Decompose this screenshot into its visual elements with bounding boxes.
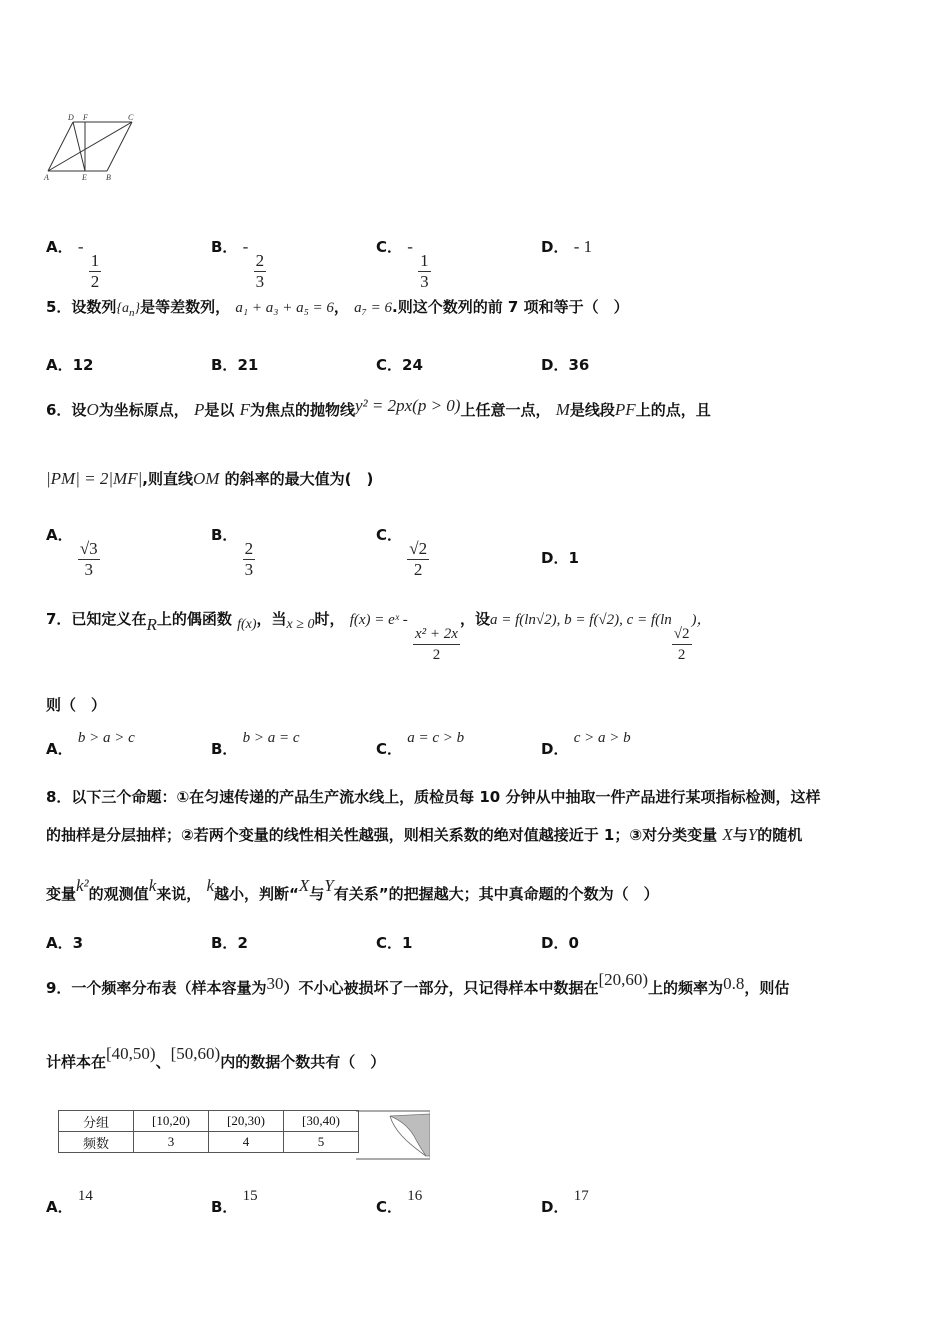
- q8-stem-line2: 的抽样是分层抽样；②若两个变量的线性相关性越强，则相关系数的绝对值越接近于 1；③对分类变量 X与Y的随机: [46, 825, 803, 844]
- segment-DE: [73, 122, 85, 171]
- q9-stem-line2: 计样本在[40,50)、[50,60)内的数据个数共有（ ）: [46, 1044, 386, 1071]
- table-cell: 频数: [59, 1132, 134, 1153]
- table-cell: 分组: [59, 1111, 134, 1132]
- q6-stem-line2: |PM| = 2|MF|,则直线OM 的斜率的最大值为( ): [46, 469, 374, 488]
- q8-option-b: B．2: [211, 934, 248, 952]
- q8-stem-line3: 变量k²的观测值k来说， k越小，判断“X与Y有关系”的把握越大；其中真命题的个数为（ ）: [46, 876, 659, 903]
- label-C: C: [128, 113, 134, 122]
- q7-stem-line1: 7．已知定义在R上的偶函数 f(x)，当x ≥ 0时， f(x) = eˣ - $\frac{\text{x² + 2x}}{2}$ ，设a = f(ln√2), b = f(√2), c = f(ln $\frac{√2}{2}$ )，: [46, 610, 712, 663]
- table-cell: 3: [134, 1132, 209, 1153]
- q8-option-d: D．0: [541, 934, 579, 952]
- table-cell: [10,20): [134, 1111, 209, 1132]
- q4-option-b: B． - $\frac{2}{3}$: [211, 237, 265, 291]
- table-row: [59, 1111, 359, 1132]
- q7-option-d: D． c > a > b: [541, 730, 631, 758]
- q5-stem: 5．设数列$\{a_n\}$是等差数列， a₁ + a₃ + a₅ = 6， a₇ = 6.则这个数列的前 7 项和等于（ ）: [46, 298, 629, 319]
- q5-option-b: B．21: [211, 356, 259, 374]
- q6-option-b: B． $\frac{2}{3}$: [211, 526, 254, 579]
- q5-option-a: A．12: [46, 356, 94, 374]
- q9-option-d: D． 17: [541, 1188, 589, 1216]
- q6-stem-line1: 6．设O为坐标原点， P是以 F为焦点的抛物线y² = 2px(p > 0)上任意一点， M是线段PF上的点，且: [46, 396, 711, 419]
- label-F: F: [83, 113, 88, 122]
- q9-option-a: A． 14: [46, 1188, 93, 1216]
- q5-option-c: C．24: [376, 356, 423, 374]
- q5-option-d: D．36: [541, 356, 590, 374]
- label-B: B: [106, 173, 111, 182]
- table-cell: 5: [284, 1132, 359, 1153]
- q6-option-c: C． $\frac{√2}{2}$: [376, 526, 428, 579]
- q7-option-b: B． b > a = c: [211, 730, 300, 758]
- parallelogram-figure: [40, 112, 140, 184]
- q8-option-a: A．3: [46, 934, 84, 952]
- q9-option-c: C． 16: [376, 1188, 423, 1216]
- q8-option-c: C．1: [376, 934, 413, 952]
- q4-option-d: D． - 1: [541, 237, 593, 256]
- q9-stem-line1: 9．一个频率分布表（样本容量为30）不小心被损坏了一部分，只记得样本中数据在[20,60)上的频率为0.8，则估: [46, 970, 790, 997]
- label-A: A: [44, 173, 49, 182]
- table-cell: [30,40): [284, 1111, 359, 1132]
- torn-page-icon: [356, 1110, 430, 1160]
- q4-option-a: A． - $\frac{1}{2}$: [46, 237, 100, 291]
- q9-option-b: B． 15: [211, 1188, 258, 1216]
- q6-option-d: D．1: [541, 549, 579, 567]
- frequency-table: [58, 1110, 359, 1153]
- q7-option-c: C． a = c > b: [376, 730, 465, 758]
- frequency-table-container: [58, 1110, 430, 1160]
- q7-option-a: A． b > a > c: [46, 730, 135, 758]
- q6-option-a: A． $\frac{√3}{3}$: [46, 526, 98, 579]
- table-row: [59, 1132, 359, 1153]
- label-D: D: [68, 113, 74, 122]
- q8-stem-line1: 8．以下三个命题：①在匀速传递的产品生产流水线上，质检员每 10 分钟从中抽取一件产品进行某项指标检测，这样: [46, 788, 821, 806]
- q4-option-c: C． - $\frac{1}{3}$: [376, 237, 429, 291]
- table-cell: [20,30): [209, 1111, 284, 1132]
- label-E: E: [82, 173, 87, 182]
- q7-stem-line2: 则（ ）: [46, 696, 107, 714]
- table-cell: 4: [209, 1132, 284, 1153]
